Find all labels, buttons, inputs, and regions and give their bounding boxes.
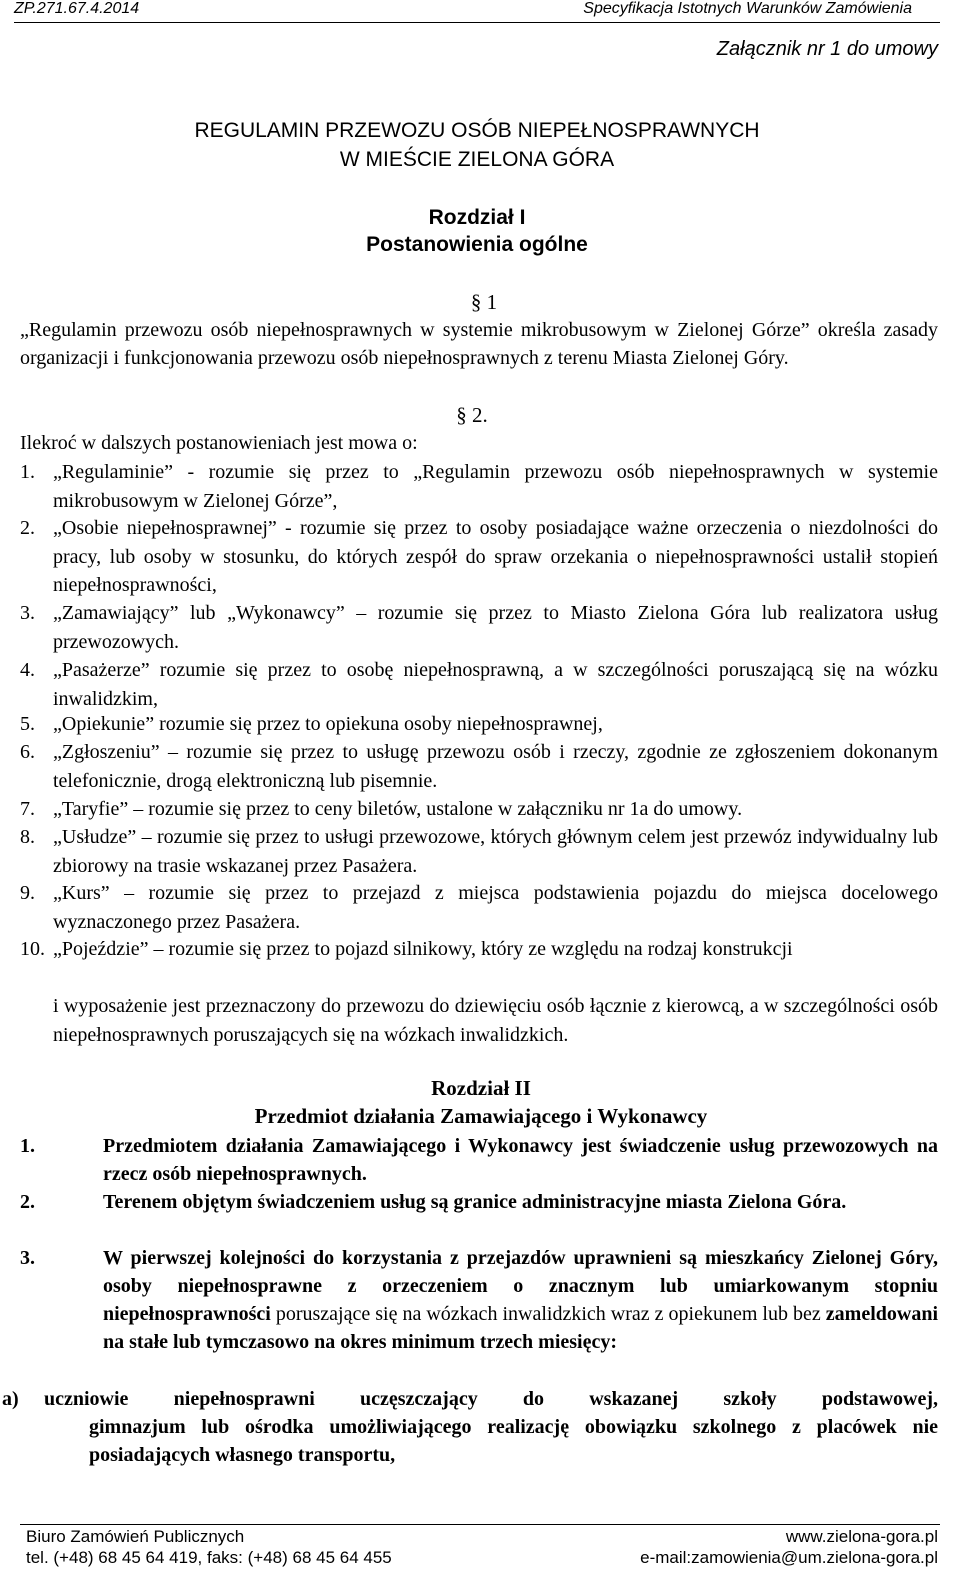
footer-divider [20,1524,940,1525]
footer-office: Biuro Zamówień Publicznych [26,1527,245,1546]
definition-number: 5. [20,713,35,735]
definition-text: „Regulaminie” - rozumie się przez to „Regulamin przewozu osób niepełnosprawnych w systemie mikrobusowym w Zielonej Górze”, [53,461,938,512]
sub-item-label: a) [2,1388,19,1410]
definition-text: „Osobie niepełnosprawnej” - rozumie się przez to osoby posiadające ważne orzeczenia o niezdolności do pracy, lub osoby w stosunku, do których zespół do spraw orzekania o niepełnosprawności ustalił stopień niepełnosprawności, [53,517,938,596]
definition-number: 4. [20,659,35,681]
footer-email-link[interactable]: e-mail:zamowienia@um.zielona-gora.pl [640,1548,938,1567]
definition-number: 9. [20,882,35,904]
item-number: 1. [20,1135,35,1157]
item-text-part3: zameldowani na stałe lub tymczasowo na okres minimum trzech miesięcy: [103,1303,938,1353]
regulation-title-line1: REGULAMIN PRZEWOZU OSÓB NIEPEŁNOSPRAWNYCH [194,119,760,142]
item-text: Terenem objętym świadczeniem usług są granice administracyjne miasta Zielona Góra. [103,1191,847,1213]
definition-number: 6. [20,741,35,763]
paragraph2-intro: Ilekroć w dalszych postanowieniach jest mowa o: [20,432,418,454]
paragraph2-mark: § 2. [456,403,488,427]
definition-text: „Pojeździe” – rozumie się przez to pojazd silnikowy, który ze względu na rodzaj konstrukcji [53,938,793,960]
item-number: 3. [20,1247,35,1269]
document-reference: ZP.271.67.4.2014 [14,0,140,17]
document-type: Specyfikacja Istotnych Warunków Zamówienia [583,0,912,17]
footer-phone: tel. (+48) 68 45 64 419, faks: (+48) 68 45 64 455 [26,1548,392,1567]
regulation-title-line2: W MIEŚCIE ZIELONA GÓRA [339,148,615,171]
header-divider [14,22,940,23]
sub-item-text-continued: gimnazjum lub ośrodka umożliwiającego realizację obowiązku szkolnego z placówek nie posiadających własnego transportu, [89,1416,938,1466]
definition-text: „Taryfie” – rozumie się przez to ceny biletów, ustalone w załączniku nr 1a do umowy. [53,798,743,820]
chapter1-subheading: Postanowienia ogólne [366,233,588,256]
footer-website-link[interactable]: www.zielona-gora.pl [785,1527,938,1546]
paragraph1-mark: § 1 [470,290,498,314]
definition-text: „Zgłoszeniu” – rozumie się przez to usługę przewozu osób i rzeczy, zgodnie ze zgłoszeniem dokonanym telefonicznie, drogą elektroniczną lub pisemnie. [53,741,938,792]
definition-number: 10. [20,938,45,960]
item-number: 2. [20,1191,35,1213]
annex-label: Załącznik nr 1 do umowy [716,38,938,60]
chapter2-subheading: Przedmiot działania Zamawiającego i Wykonawcy [254,1104,708,1128]
definition-text: „Kurs” – rozumie się przez to przejazd z miejsca podstawienia pojazdu do miejsca docelowego wyznaczonego przez Pasażera. [53,882,938,933]
definition-text-continued: i wyposażenie jest przeznaczony do przewozu do dziewięciu osób łącznie z kierowcą, a w szczególności osób niepełnosprawnych poruszających się na wózkach inwalidzkich. [53,995,938,1046]
item-text: Przedmiotem działania Zamawiającego i Wykonawcy jest świadczenie usług przewozowych na rzecz osób niepełnosprawnych. [103,1135,938,1185]
definition-number: 8. [20,826,35,848]
item-text-part1: W pierwszej kolejności do korzystania z przejazdów uprawnieni są mieszkańcy Zielonej Góry, osoby niepełnosprawne z orzeczeniem o znacznym lub umiarkowanym stopniu niepełnosprawności [103,1247,938,1325]
definition-number: 7. [20,798,35,820]
item-text [103,1244,938,1356]
definition-number: 2. [20,517,35,539]
definition-number: 1. [20,461,35,483]
definition-text: „Zamawiający” lub „Wykonawcy” – rozumie się przez to Miasto Zielona Góra lub realizatora usług przewozowych. [53,602,938,653]
paragraph1-text: „Regulamin przewozu osób niepełnosprawnych w systemie mikrobusowym w Zielonej Górze” określa zasady organizacji i funkcjonowania przewozu osób niepełnosprawnych z terenu Miasta Zielonej Góry. [20,319,938,369]
chapter2-heading: Rozdział II [431,1076,531,1100]
definition-text: „Opiekunie” rozumie się przez to opiekuna osoby niepełnosprawnej, [53,713,603,735]
definition-text: „Pasażerze” rozumie się przez to osobę niepełnosprawną, a w szczególności poruszającą się na wózku inwalidzkim, [53,659,938,710]
item-text-part2: poruszające się na wózkach inwalidzkich wraz z opiekunem lub bez [270,1303,826,1325]
sub-item-text: uczniowie niepełnosprawni uczęszczający do wskazanej szkoły podstawowej, [44,1388,938,1410]
definition-text: „Usłudze” – rozumie się przez to usługi przewozowe, których głównym celem jest przewóz indywidualny lub zbiorowy na trasie wskazanej przez Pasażera. [53,826,938,877]
definition-number: 3. [20,602,35,624]
chapter1-heading: Rozdział I [428,206,526,229]
